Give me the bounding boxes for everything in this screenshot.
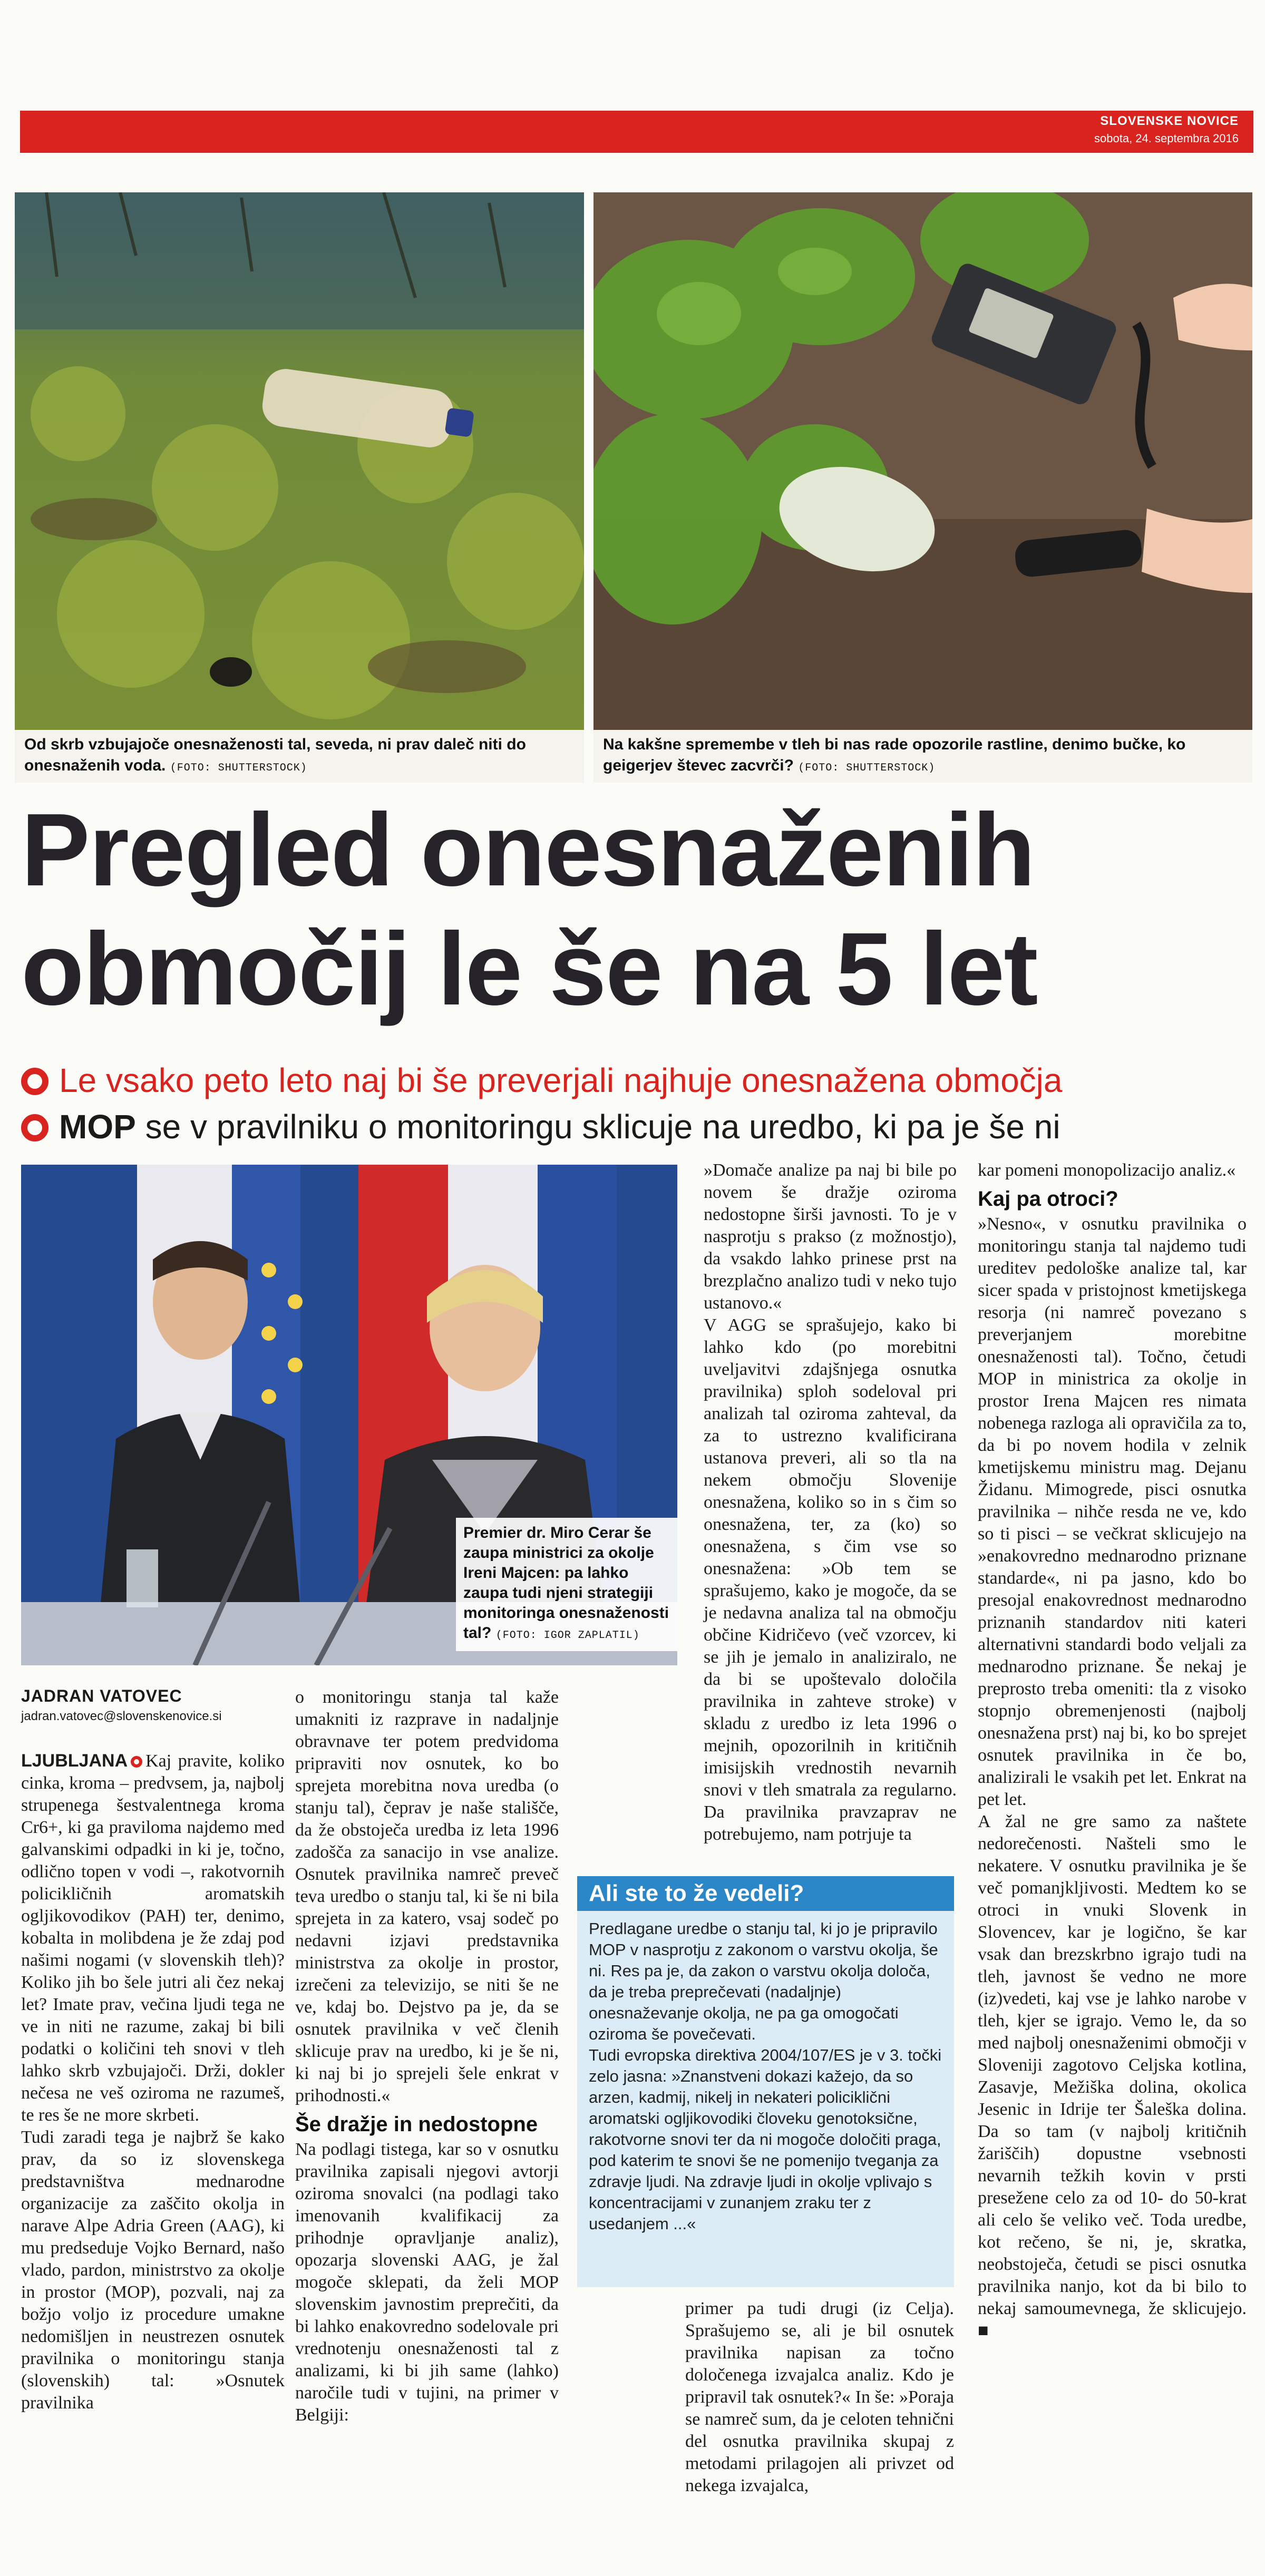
info-box-title: Ali ste to že vedeli? [577, 1876, 954, 1911]
headline-line-1: Pregled onesnaženih [21, 792, 1035, 908]
author-name: JADRAN VATOVEC [21, 1686, 182, 1705]
info-box-body [577, 1911, 954, 2242]
article-column-4 [978, 1159, 1247, 2342]
red-circle-bullet-icon [21, 1068, 48, 1095]
article-column-3-top [704, 1159, 957, 1846]
right-photo-caption [593, 730, 1252, 783]
article-column-1 [21, 1750, 285, 2414]
article-text: Kaj pravite, koliko cinka, kroma – predvsem, ja, najbolj strupenega šestvalentnega kroma Cr6+, ki ga praviloma najdemo med galvanskimi odpadki in ki je, točno, odlično topen v vodi –, rakotvornih policikličnih aromatskih ogljikovodikov (PAH) ter, denimo, kobalta in molibdena je že zdaj pod našimi nogami (v slovenskih tleh)? Koliko jih bo šele jutri ali čez nekaj let? Imate prav, večina ljudi tega ne ve in niti ne razume, zakaj bi bili podatki o količini teh snovi v tleh lahko skrb vzbujajoči. Drži, dokler nečesa ne veš oziroma ne razumeš, te res še ne more skrbeti. [21, 1751, 285, 2125]
zucchini-geiger-photo [593, 192, 1252, 730]
deck-line-2-text: se v pravilniku o monitoringu sklicuje na uredbo, ki pa je še ni [135, 1108, 1060, 1146]
masthead-bar [20, 111, 1253, 153]
byline [21, 1686, 285, 1724]
polluted-water-photo [15, 192, 584, 730]
article-paragraph: Na podlagi tistega, kar so v osnutku pravilnika zapisali njegovi avtorji oziroma snovalci (na podlagi tako imenovanih kvalifikacij za prihodnje opravljanje analiz), opozarja slovenski AAG, je žal mogoče sklepati, da želi MOP slovenskim javnostim preprečiti, da bi lahko enakovredno sodelovale pri vrednotenju onesnaženosti tal z analizami, ki bi jih same (lahko) naročile tudi v tujini, na primer v Belgiji: [295, 2140, 559, 2425]
article-paragraph: »Domače analize pa naj bi bile po novem še dražje oziroma nedostopne širši javnosti. To je v nasprotju s prakso (z možnostjo), da vsakdo lahko prinese prst na brezplačno analizo tudi v neko tujo ustanovo.« [704, 1160, 957, 1313]
deck-line-1 [21, 1059, 1244, 1101]
subhead-children: Kaj pa otroci? [978, 1187, 1118, 1211]
article-paragraph: A žal ne gre samo za naštete nedorečenosti. Našteli smo le nekatere. V osnutku pravilnika je še več pomanjkljivosti. Medtem ko se otroci in vnuki Slovenk in Slovencev, kar je logično, še kar vsak dan brezskrbno igrajo tudi na tleh, javnost še vedno ne more (iz)vedeti, kaj vse je lahko narobe v tleh, kjer se igrajo. Vemo le, da so med najbolj onesnaženimi območji v Sloveniji zagotovo Celjska kotlina, Zasavje, Mežiška dolina, okolica Jesenic in Idrije ter Šaleška dolina. Da so tam (v najbolj kritičnih žariščih) dopustne vsebnosti nevarnih težkih kovin v prsti presežene celo za od 10- do 50-krat ali celo še veliko več. Toda uredbe, kot rečeno, še ni, je, skratka, neobstoječa, četudi se pisci osnutka pravilnika nanjo, kot da bi bilo to nekaj samoumevnega, že sklicujejo. ■ [978, 1812, 1247, 2340]
article-paragraph: Tudi zaradi tega je najbrž še kako prav, da so iz slovenskega predstavništva mednarodne organizacije za zaščito okolja in narave Alpe Adria Green (AAG), ki mu predseduje Vojko Bernard, našo vlado, pardon, ministrstvo za okolje in prostor (MOP), pozvali, naj za božjo voljo iz procedure umakne nedomišljen in neustrezen osnutek pravilnika o monitoringu stanja (slovenskih) tal: »Osnutek pravilnika [21, 2128, 285, 2413]
headline-line-2: območij le še na 5 let [21, 911, 1037, 1027]
article-paragraph: »Nesno«, v osnutku pravilnika o monitoringu stanja tal najdemo tudi ureditev pedološke analize tal, kar sicer spada v pristojnost kmetijskega resorja (ni namreč povezano s preverjanjem morebitne onesnaženosti tal). Točno, četudi MOP in ministrica za okolje in prostor Irena Majcen res nimata nobenega razloga ali opravičila za to, da bi po novem hodila v zelnik kmetijskemu ministru mag. Dejanu Židanu. Mimogrede, pisci osnutka pravilnika – nihče resda ne ve, kdo so ti pisci – se večkrat sklicujejo na »enakovredno mednarodno priznane standarde«, ni pa jasno, kdo bo presojal enakovrednost mednarodno priznanih standardov niti kateri alternativni standardi bodo veljali za mednarodno priznane. Še nekaj je preprosto treba omeniti: tla z visoko stopnjo obremenjenosti (najbolj onesnažena prst) naj bi, ko bo sprejet osnutek pravilnika in če bo, analizirali le vsakih pet let. Enkrat na pet let. [978, 1214, 1247, 1809]
article-paragraph: V AGG se sprašujejo, kako bi lahko kdo (po morebitni uveljavitvi zdajšnjega osnutka pravilnika) sploh sodeloval pri analizah tal oziroma zahteval, da za to ustrezno kvalificirana ustanova preveri, ali so tla na nekem območju Slovenije onesnažena, koliko so in s čim so onesnažena, ter, za (ko) so onesnažena, s čim vse so onesnažena: »Ob tem se sprašujemo, kako je mogoče, da se je nedavna analiza tal na območju občine Kidričevo (več vzorcev, ki se jih je jemalo in analiziralo, ne da bi se upoštevalo določila pravilnika in zahteve stroke) v skladu z uredbo iz leta 1996 o mejnih, opozorilnih in kritičnih imisijskih vrednostih nevarnih snovi v tleh smatrala za regularno. Da pravilnika pravzaprav ne potrebujemo, nam potrjuje ta [704, 1315, 957, 1844]
info-box-paragraph: Tudi evropska direktiva 2004/107/ES je v 3. točki zelo jasna: »Znanstveni dokazi kažejo, da so arzen, kadmij, nikelj in nekateri policiklični aromatski ogljikovodiki človeku genotoksične, rakotvorne snovi ter da ni mogoče določiti praga, pod katerim te snovi še ne pomenijo tveganja za zdravje ljudi. Na zdravje ljudi in okolje vplivajo s koncentracijami v zunanjem zraku ter z usedanjem ...« [589, 2046, 942, 2233]
left-caption-credit: (FOTO: SHUTTERSTOCK) [170, 762, 307, 774]
article-paragraph: primer pa tudi drugi (iz Celja). Sprašujemo se, ali je bil osnutek pravilnika napisan za točno določenega izvajalca analiz. Kdo je pripravil tak osnutek?« In še: »Poraja se namreč sum, da je celoten tehnični del osnutka pravilnika skupaj z metodami prilagojen ali privzet od nekega izvajalca, [685, 2299, 954, 2495]
middle-caption-text: Premier dr. Miro Cerar še zaupa ministrici za okolje Ireni Majcen: pa lahko zaupa tudi njeni strategiji monitoringa onesnaženosti tal? [463, 1524, 669, 1642]
article-paragraph: o monitoringu stanja tal kaže umakniti iz razprave in nadaljnje obravnave ter potem predvidoma pripraviti nov osnutek, ko bo sprejeta morebitna nova uredba (o stanju tal), čeprav je naše stališče, da že obstoječa uredba iz leta 1996 zadošča za sanacijo in vse analize. Osnutek pravilnika namreč preveč teva uredbo o stanju tal, ki še ni bila sprejeta in za katero, vsaj sodeč po nedavni izjavi predstavnika ministrstva za okolje in prostor, izrečeni za televizijo, se niti še ne ve, kdaj bo. Dejstvo pa je, da se osnutek pravilnika v več členih sklicuje prav na uredbo, ki je še ni, ki naj bi jo sprejeli šele enkrat v prihodnosti.« [295, 1687, 559, 2105]
right-caption-text: Na kakšne spremembe v tleh bi nas rade opozorile rastline, denimo bučke, ko geigerjev števec zacvrči? [603, 736, 1186, 774]
middle-caption-credit: (FOTO: IGOR ZAPLATIL) [495, 1629, 640, 1642]
headline [21, 791, 1244, 1029]
article-paragraph: kar pomeni monopolizacijo analiz.« [978, 1160, 1236, 1180]
middle-photo-caption [456, 1518, 677, 1651]
article-column-2 [295, 1686, 559, 2426]
info-box-paragraph: Predlagane uredbe o stanju tal, ki jo je pripravilo MOP v nasprotju z zakonom o varstvu okolja, še ni. Res pa je, da zakon o varstvu okolja določa, da je treba preprečevati (nadaljnje) onesnaževanje okolja, ne pa ga omogočati oziroma še povečevati. [589, 1919, 938, 2043]
subhead-dearer: Še dražje in nedostopne [295, 2113, 538, 2136]
masthead-name: SLOVENSKE NOVICE [1100, 114, 1239, 128]
left-caption-text: Od skrb vzbujajoče onesnaženosti tal, seveda, ni prav daleč niti do onesnaženih voda. [24, 736, 526, 774]
dateline-bullet-icon [131, 1756, 142, 1768]
red-circle-bullet-icon [21, 1114, 48, 1141]
masthead-date: sobota, 24. septembra 2016 [1094, 132, 1239, 145]
article-column-3-bottom [685, 2298, 954, 2497]
left-photo-caption [15, 730, 584, 783]
dateline: LJUBLJANA [21, 1751, 128, 1771]
author-email[interactable]: jadran.vatovec@slovenskenovice.si [21, 1709, 222, 1723]
right-caption-credit: (FOTO: SHUTTERSTOCK) [798, 762, 936, 774]
deck-line-2 [21, 1106, 1244, 1148]
article-paragraph [21, 1750, 285, 2126]
deck-line-1-text: Le vsako peto leto naj bi še preverjali najhuje onesnažena območja [59, 1061, 1063, 1099]
info-box [577, 1876, 954, 2287]
deck-line-2-lead: MOP [59, 1108, 136, 1146]
